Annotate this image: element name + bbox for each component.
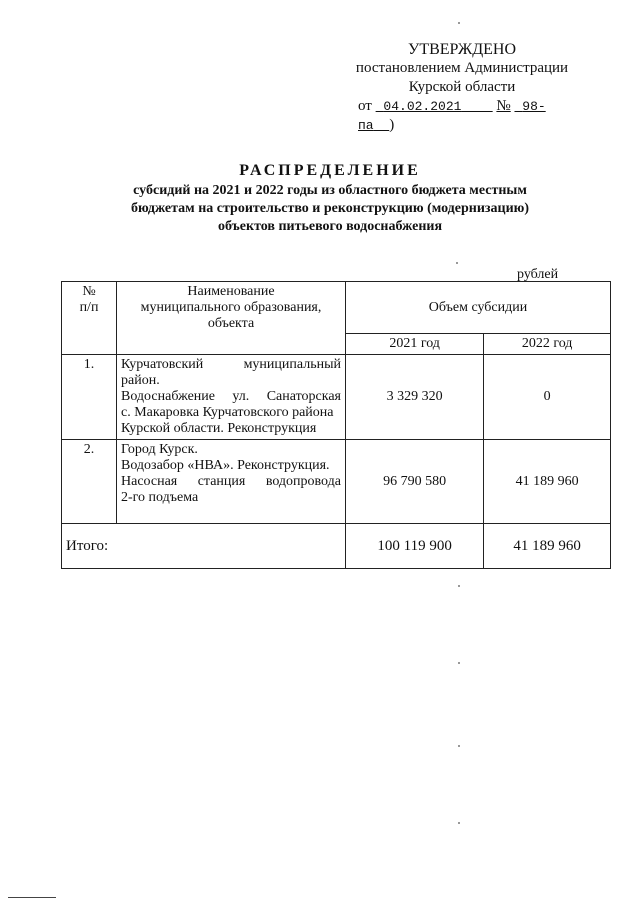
header-year-2021: 2021 год bbox=[346, 334, 484, 355]
row-value-2021: 3 329 320 bbox=[346, 355, 484, 440]
approval-line-2: Курской области bbox=[408, 79, 516, 95]
row-number: 1. bbox=[62, 355, 117, 440]
subsidy-table bbox=[61, 281, 611, 569]
number-prefix: № bbox=[496, 98, 511, 114]
row-value-2022: 41 189 960 bbox=[484, 440, 611, 524]
row-name: Город Курск. Водозабор «НВА». Реконструкция. Насосная станция водопровода 2-го подъема bbox=[117, 440, 346, 524]
closing-paren: ) bbox=[389, 117, 395, 133]
table-row bbox=[62, 355, 611, 440]
header-year-2022: 2022 год bbox=[484, 334, 611, 355]
bottom-rule bbox=[8, 897, 56, 898]
date-prefix: от bbox=[358, 98, 372, 114]
approval-date-line bbox=[352, 97, 572, 135]
title-line-1: субсидий на 2021 и 2022 годы из областного бюджета местным bbox=[133, 183, 527, 198]
total-label: Итого: bbox=[62, 524, 346, 569]
row-value-2021: 96 790 580 bbox=[346, 440, 484, 524]
scan-speck bbox=[458, 22, 460, 24]
total-value-2022: 41 189 960 bbox=[484, 524, 611, 569]
number-value: 98-па bbox=[358, 99, 546, 133]
scan-speck bbox=[458, 585, 460, 587]
table-header-row bbox=[62, 282, 611, 334]
scan-speck bbox=[458, 822, 460, 824]
approval-heading: УТВЕРЖДЕНО bbox=[407, 41, 516, 58]
title-line-2: бюджетам на строительство и реконструкцию (модернизацию) bbox=[130, 201, 530, 216]
approval-line-1: постановлением Администрации bbox=[355, 60, 569, 76]
total-value-2021: 100 119 900 bbox=[346, 524, 484, 569]
scan-speck bbox=[458, 662, 460, 664]
scan-speck bbox=[456, 262, 458, 264]
row-name: Курчатовский муниципальный район. Водоснабжение ул. Санаторская с. Макаровка Курчатовского района Курской области. Реконструкция bbox=[117, 355, 346, 440]
units-label: рублей bbox=[517, 267, 559, 282]
header-name: Наименование муниципального образования, объекта bbox=[117, 282, 346, 355]
title-line-3: объектов питьевого водоснабжения bbox=[217, 219, 443, 234]
date-value: 04.02.2021 bbox=[383, 99, 462, 114]
document-title bbox=[60, 160, 600, 236]
scan-speck bbox=[458, 745, 460, 747]
title-main: РАСПРЕДЕЛЕНИЕ bbox=[239, 162, 421, 179]
row-number: 2. bbox=[62, 440, 117, 524]
header-volume: Объем субсидии bbox=[346, 282, 611, 334]
header-number: № п/п bbox=[62, 282, 117, 355]
table-total-row bbox=[62, 524, 611, 569]
row-value-2022: 0 bbox=[484, 355, 611, 440]
approval-stamp bbox=[352, 40, 572, 135]
table-row bbox=[62, 440, 611, 524]
